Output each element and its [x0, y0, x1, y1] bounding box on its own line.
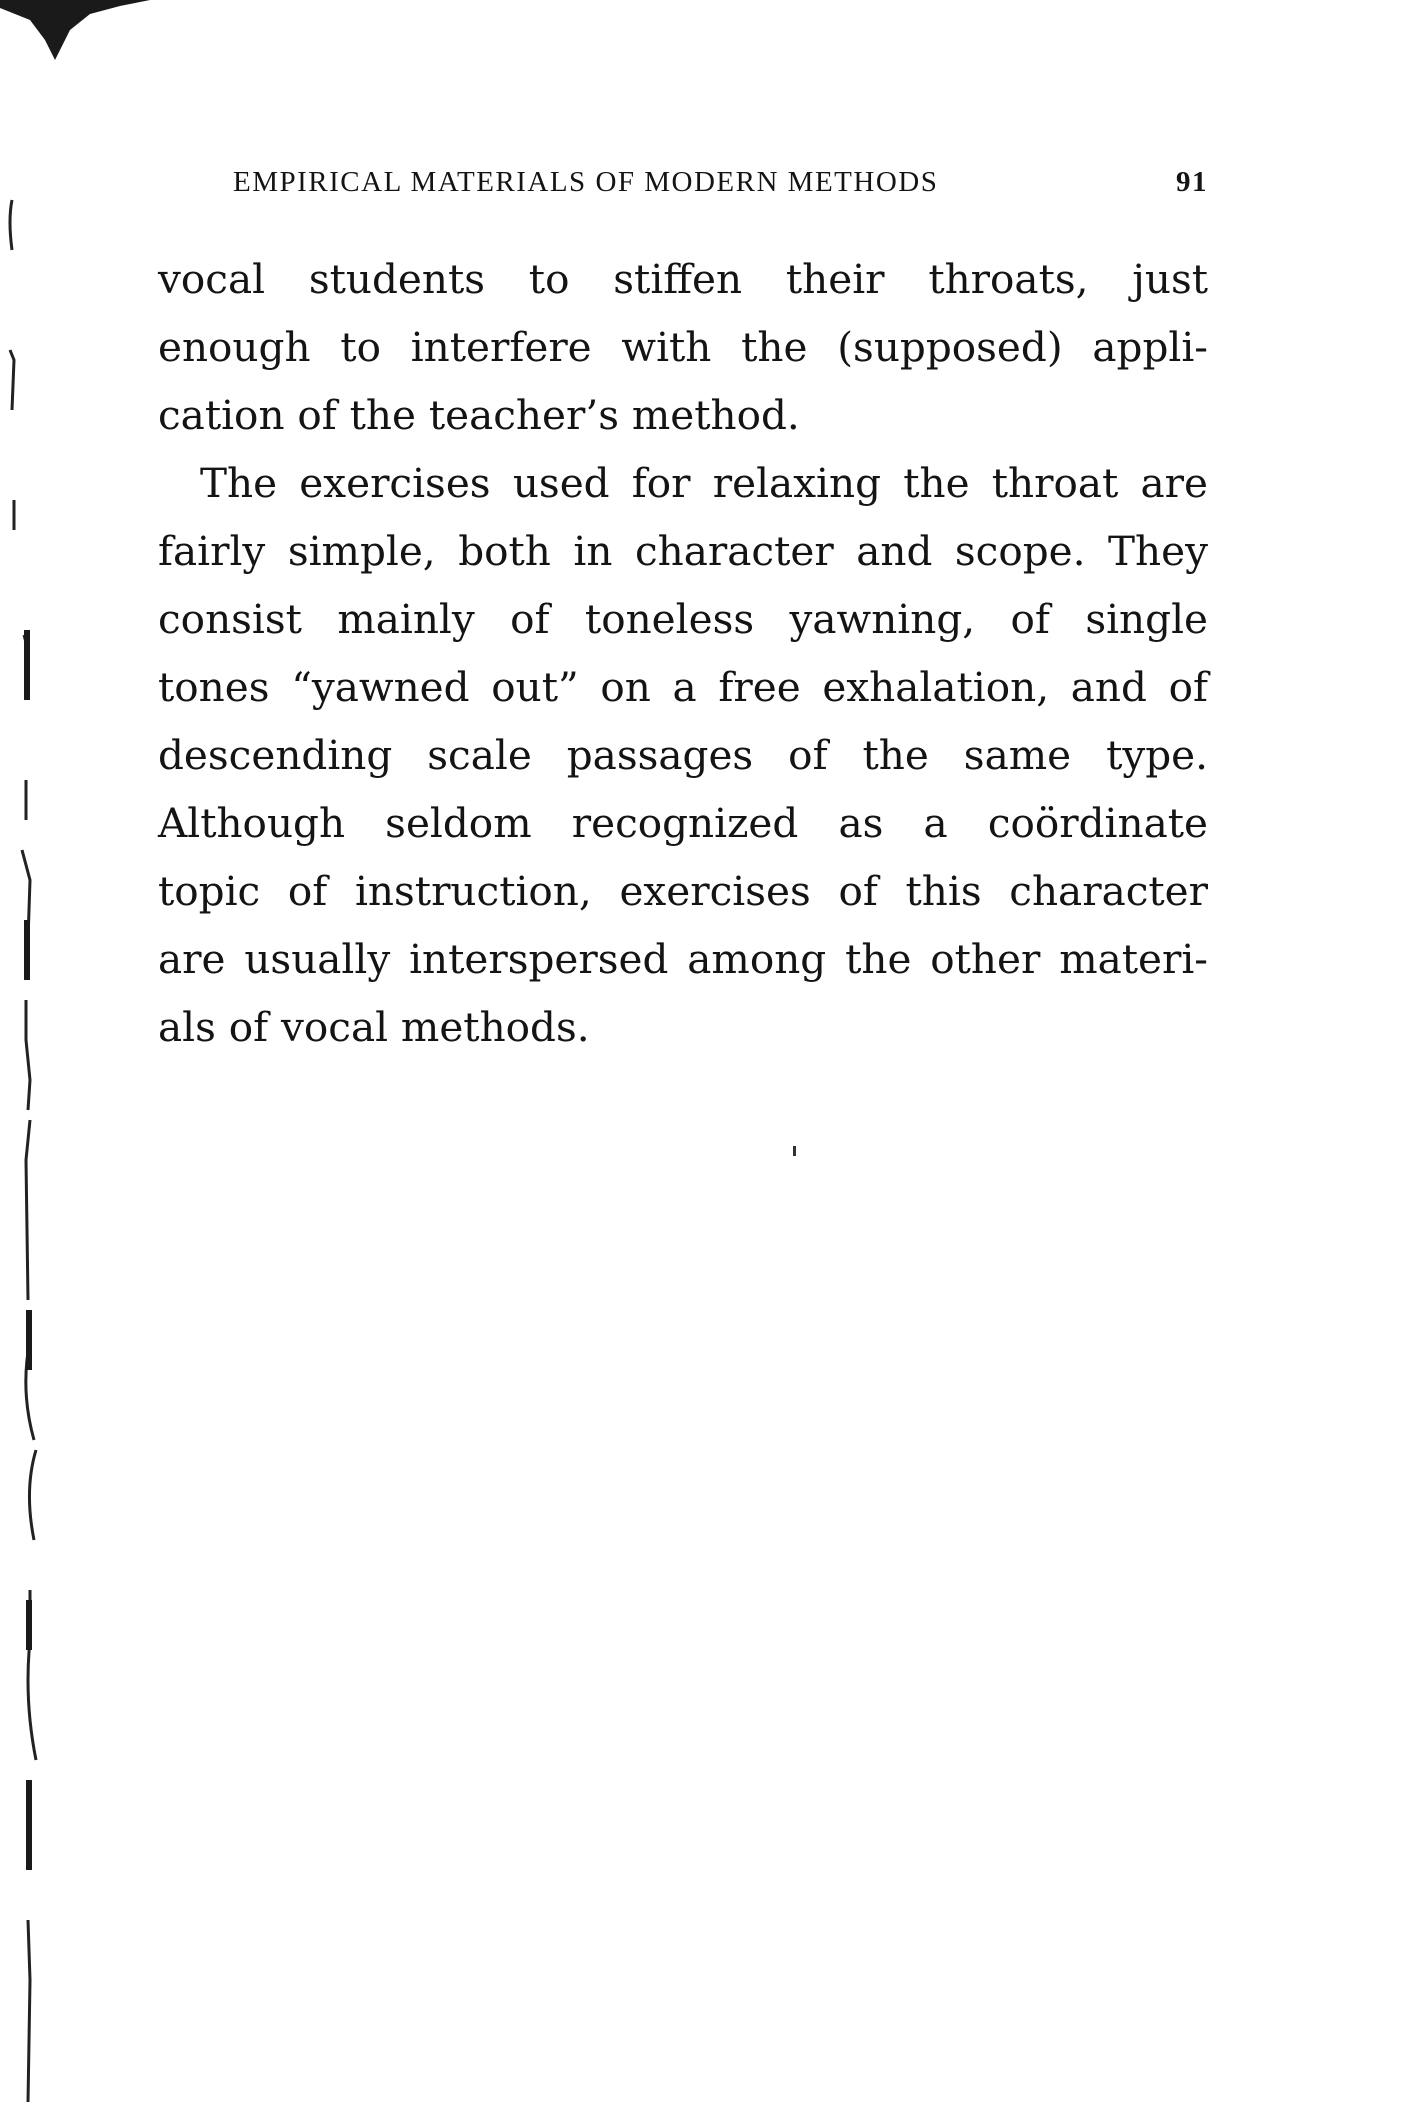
text-line: consist mainly of toneless yawning, of single: [158, 595, 1208, 643]
page-number: 91: [1176, 166, 1208, 198]
text-line: als of vocal methods.: [158, 1003, 590, 1051]
body-text: [158, 245, 1208, 1061]
stray-ink-mark: [793, 1146, 796, 1156]
text-line: cation of the teacher’s method.: [158, 391, 800, 439]
paragraph-relaxing-exercises: [158, 449, 1208, 1061]
running-head: [233, 166, 1208, 206]
text-line: fairly simple, both in character and scope. They: [158, 527, 1208, 575]
text-line: topic of instruction, exercises of this character: [158, 867, 1208, 915]
binding-edge-artifacts: [0, 180, 70, 2102]
text-line: tones “yawned out” on a free exhalation, and of: [158, 663, 1208, 711]
text-line: vocal students to stiffen their throats, just: [158, 255, 1208, 303]
text-line: enough to interfere with the (supposed) appli-: [158, 323, 1208, 371]
text-line: are usually interspersed among the other materi-: [158, 935, 1208, 983]
text-line: Although seldom recognized as a coördinate: [158, 799, 1208, 847]
scan-corner-shadow: [0, 0, 150, 70]
text-line: descending scale passages of the same type.: [158, 731, 1208, 779]
running-head-title: EMPIRICAL MATERIALS OF MODERN METHODS: [233, 166, 939, 198]
paragraph-continuation: [158, 245, 1208, 449]
text-line: The exercises used for relaxing the throat are: [200, 459, 1208, 507]
